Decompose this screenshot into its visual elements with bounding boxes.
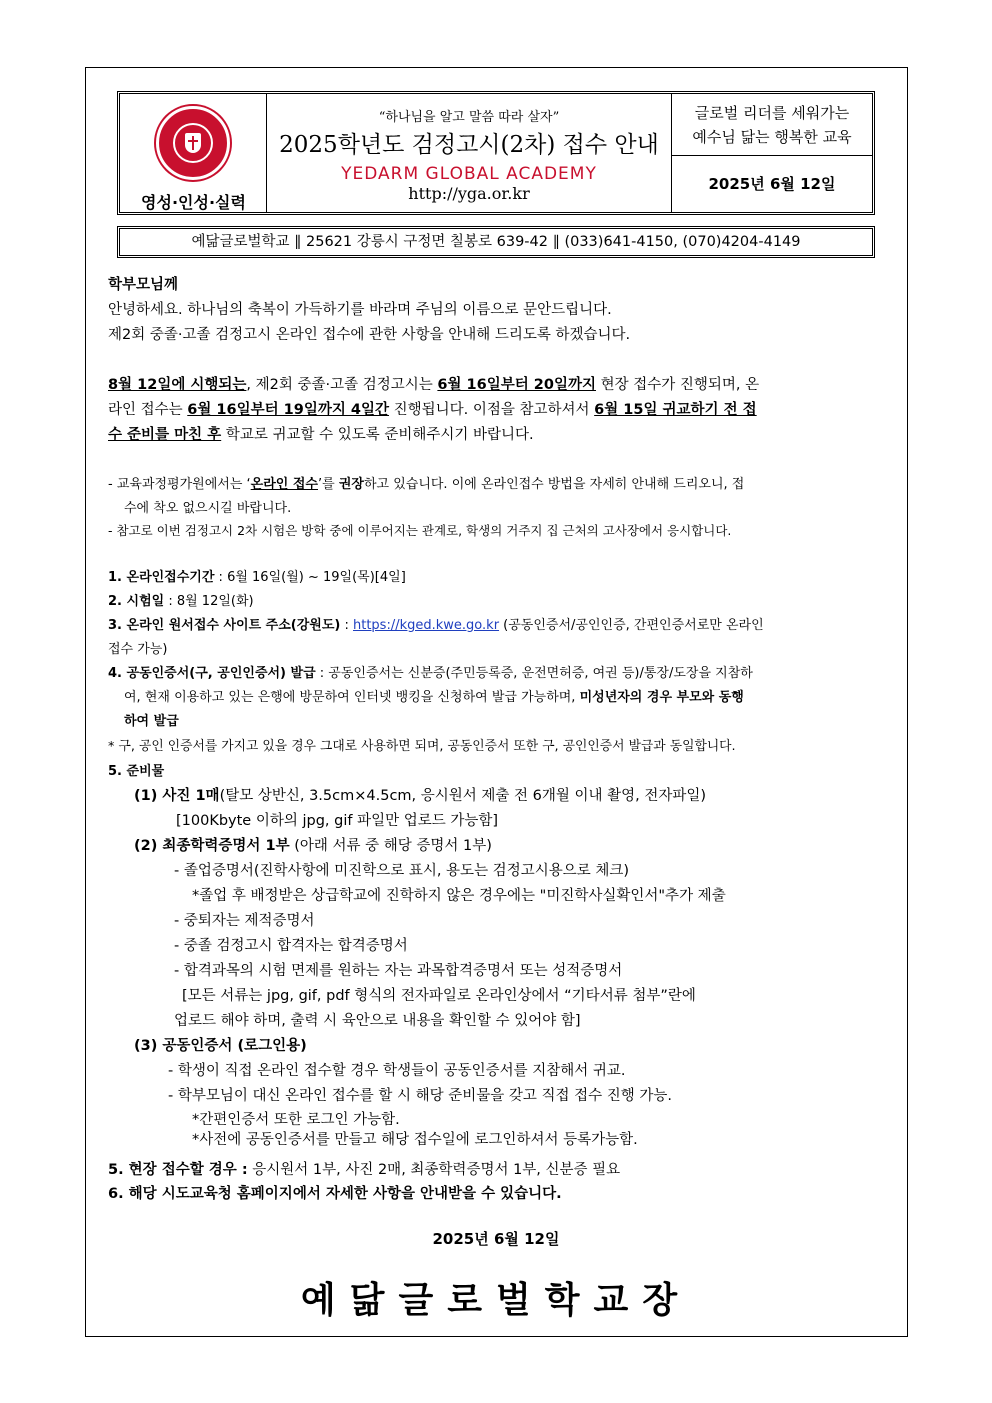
- item-5-2-c: - 중졸 검정고시 합격자는 합격증명서: [174, 938, 408, 954]
- item-4-cont: 여, 현재 이용하고 있는 은행에 방문하여 인터넷 뱅킹을 신청하여 발급 가능하며, 미성년자의 경우 부모와 동행: [124, 690, 744, 705]
- issue-date: 2025년 6월 12일: [708, 175, 836, 193]
- letterhead: [117, 91, 875, 215]
- item-5-3-note-2: *사전에 공동인증서를 만들고 해당 접수일에 로그인하셔서 등록가능함.: [192, 1132, 638, 1148]
- notice-line-3: 수 준비를 마친 후 학교로 귀교할 수 있도록 준비해주시기 바랍니다.: [108, 427, 534, 443]
- intro-line-1: 안녕하세요. 하나님의 축복이 가득하기를 바라며 주님의 이름으로 문안드립니다.: [108, 302, 612, 318]
- bullet-2: - 참고로 이번 검정고시 2차 시험은 방학 중에 이루어지는 관계로, 학생의 거주지 집 근처의 고사장에서 응시합니다.: [108, 523, 732, 538]
- tagline-cell: [672, 94, 872, 212]
- signature: 예닮글로벌학교장: [300, 1280, 692, 1321]
- item-5-3-b: - 학부모님이 대신 온라인 접수를 할 시 해당 준비물을 갖고 직접 접수 진행 가능.: [168, 1088, 672, 1104]
- item-5-3: (3) 공동인증서 (로그인용): [134, 1038, 307, 1054]
- item-4-cont-2: 하여 발급: [124, 714, 179, 729]
- logo-cell: [120, 94, 267, 212]
- sign-date: 2025년 6월 12일: [432, 1230, 560, 1248]
- item-3-cont: 접수 가능): [108, 642, 168, 657]
- slogan: “하나님을 알고 말씀 따라 살자”: [378, 110, 560, 125]
- tagline-line-1: 글로벌 리더를 세워가는: [694, 104, 850, 122]
- tagline-line-2: 예수님 닮는 행복한 교육: [692, 128, 852, 146]
- item-5-2-a: - 졸업증명서(진학사항에 미진학으로 표시, 용도는 검정고시용으로 체크): [174, 863, 630, 879]
- item-5-heading: 5. 준비물: [108, 764, 165, 779]
- tagline: [672, 94, 872, 156]
- item-4-note: * 구, 공인 인증서를 가지고 있을 경우 그대로 사용하면 되며, 공동인증서 또한 구, 공인인증서 발급과 동일합니다.: [108, 739, 736, 754]
- item-2: 2. 시험일 : 8월 12일(화): [108, 594, 254, 609]
- item-5-2: (2) 최종학력증명서 1부 (아래 서류 중 해당 증명서 1부): [134, 838, 492, 854]
- item-5-3-a: - 학생이 직접 온라인 접수할 경우 학생들이 공동인증서를 지참해서 귀교.: [168, 1063, 626, 1079]
- item-5-2-note-2: 업로드 해야 하며, 출력 시 육안으로 내용을 확인할 수 있어야 함]: [174, 1013, 581, 1029]
- title-cell: [267, 94, 672, 212]
- bullet-1-cont: 수에 착오 없으시길 바랍니다.: [124, 501, 292, 516]
- item-5-2-d: - 합격과목의 시험 면제를 원하는 자는 과목합격증명서 또는 성적증명서: [174, 963, 623, 979]
- address-bar: 예닮글로벌학교 ∥ 25621 강릉시 구정면 칠봉로 639-42 ∥ (033)641-4150, (070)4204-4149: [117, 226, 875, 258]
- item-5-3-note-1: *간편인증서 또한 로그인 가능함.: [192, 1112, 400, 1128]
- page-title: 2025학년도 검정고시(2차) 접수 안내: [279, 132, 659, 158]
- bullet-1: - 교육과정평가원에서는 ‘온라인 접수’를 권장하고 있습니다. 이에 온라인접수 방법을 자세히 안내해 드리오니, 접: [108, 477, 745, 492]
- item-1: 1. 온라인접수기간 : 6월 16일(월) ~ 19일(목)[4일]: [108, 570, 406, 585]
- item-6: 5. 현장 접수할 경우 : 응시원서 1부, 사진 2매, 최종학력증명서 1부, 신분증 필요: [108, 1162, 621, 1178]
- item-4: 4. 공동인증서(구, 공인인증서) 발급 : 공동인증서는 신분증(주민등록증, 운전면허증, 여권 등)/통장/도장을 지참하: [108, 666, 753, 681]
- item-5-1-note: [100Kbyte 이하의 jpg, gif 파일만 업로드 가능함]: [176, 813, 499, 829]
- school-url[interactable]: http://yga.or.kr: [408, 184, 530, 203]
- item-5-2-note-1: [모든 서류는 jpg, gif, pdf 형식의 전자파일로 온라인상에서 “기타서류 첨부”란에: [182, 988, 696, 1004]
- school-motto: 영성·인성·실력: [141, 193, 246, 212]
- intro-line-2: 제2회 중졸·고졸 검정고시 온라인 접수에 관한 사항을 안내해 드리도록 하겠습니다.: [108, 327, 631, 343]
- item-5-1: (1) 사진 1매(탈모 상반신, 3.5cm×4.5cm, 응시원서 제출 전 6개월 이내 촬영, 전자파일): [134, 788, 707, 804]
- salutation: 학부모님께: [108, 277, 179, 293]
- item-3: 3. 온라인 원서접수 사이트 주소(강원도) : https://kged.kwe.go.kr (공동인증서/공인인증, 간편인증서로만 온라인: [108, 618, 764, 633]
- school-name-en: YEDARM GLOBAL ACADEMY: [341, 164, 597, 184]
- item-5-2-a-note: *졸업 후 배정받은 상급학교에 진학하지 않은 경우에는 "미진학사실확인서"추가 제출: [192, 888, 726, 904]
- notice-line-1: 8월 12일에 시행되는, 제2회 중졸·고졸 검정고시는 6월 16일부터 20일까지 현장 접수가 진행되며, 온: [108, 377, 760, 393]
- notice-line-2: 라인 접수는 6월 16일부터 19일까지 4일간 진행됩니다. 이점을 참고하셔서 6월 15일 귀교하기 전 접: [108, 402, 757, 418]
- item-7: 6. 해당 시도교육청 홈페이지에서 자세한 사항을 안내받을 수 있습니다.: [108, 1186, 562, 1202]
- item-5-2-b: - 중퇴자는 제적증명서: [174, 913, 315, 929]
- school-seal-icon: [156, 106, 230, 180]
- exam-site-link[interactable]: https://kged.kwe.go.kr: [353, 618, 500, 633]
